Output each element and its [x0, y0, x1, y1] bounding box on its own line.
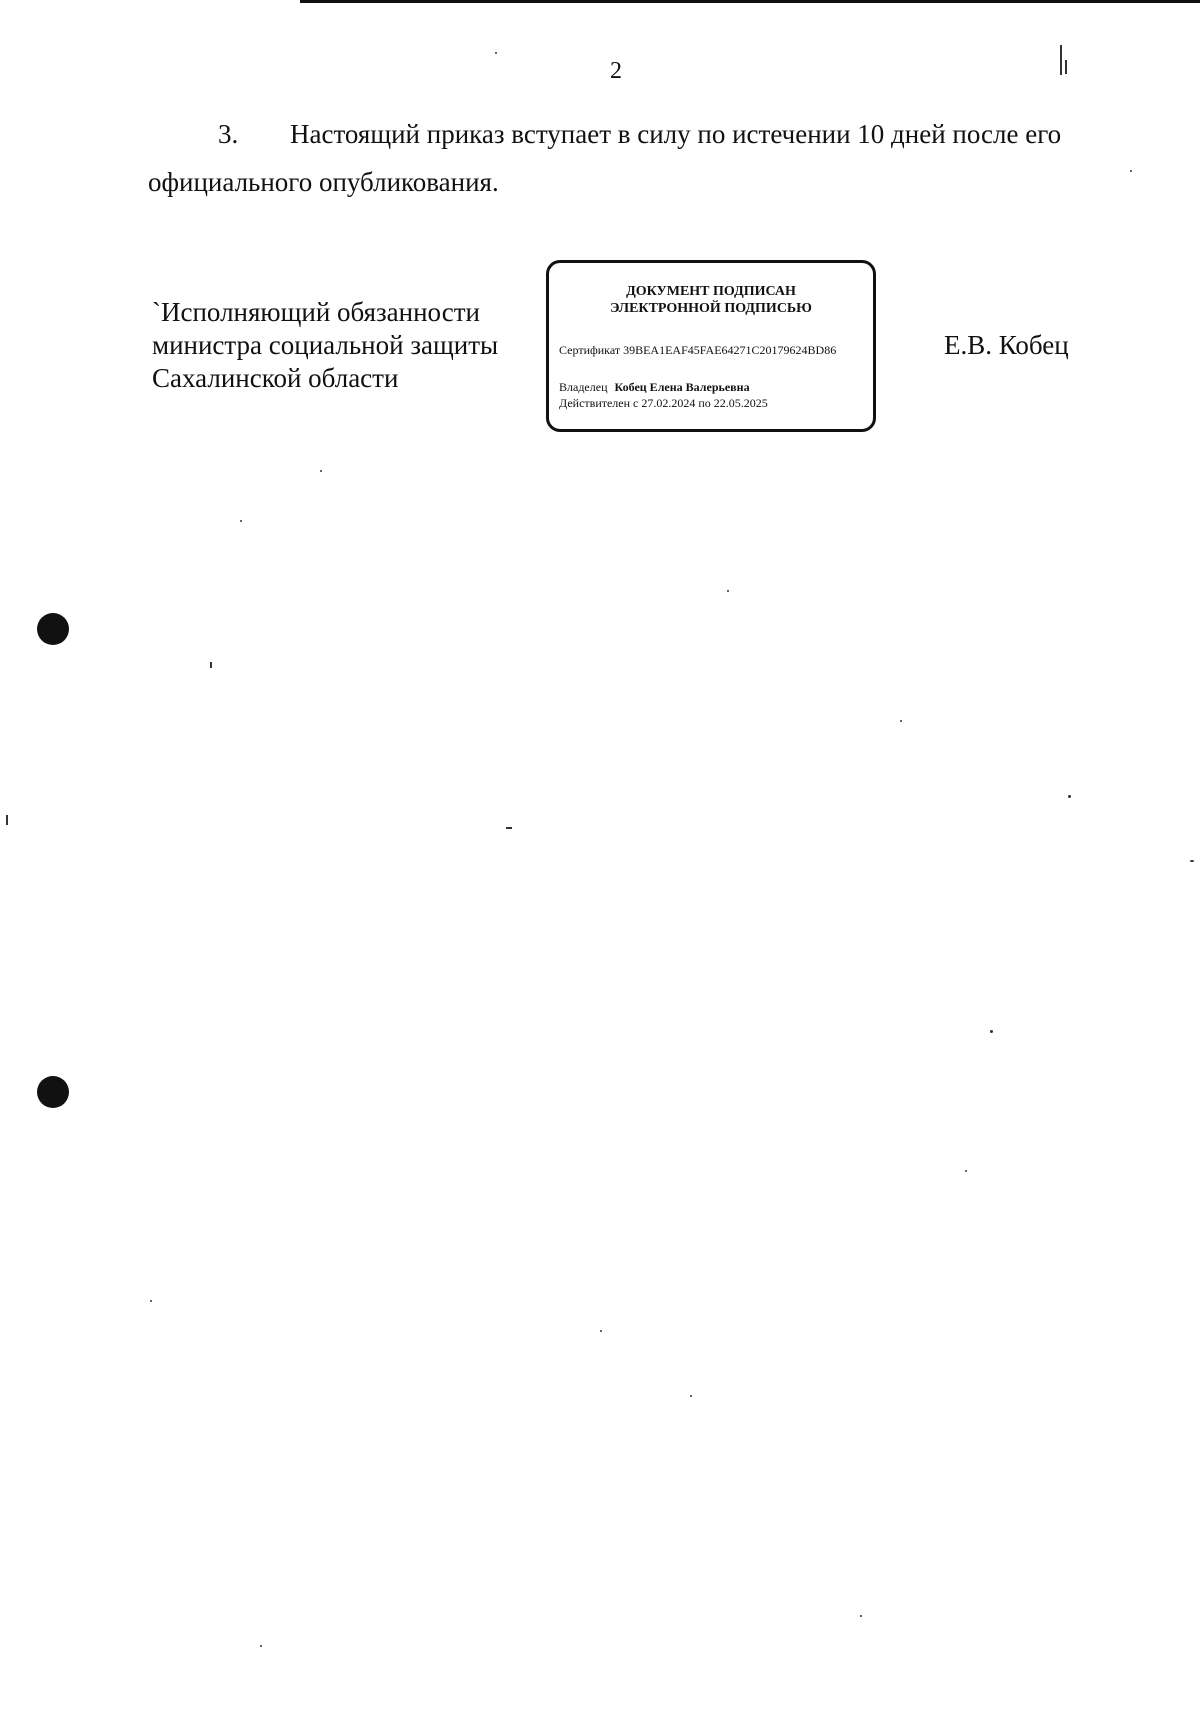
signature-name: Е.В. Кобец — [944, 330, 1069, 360]
signer-position — [152, 296, 498, 395]
certificate-label: Сертификат — [559, 343, 621, 357]
paragraph-number: 3. — [218, 119, 239, 149]
electronic-signature-stamp — [546, 260, 876, 432]
signer-line-2: министра социальной защиты — [152, 330, 499, 360]
stamp-title-line-2: ЭЛЕКТРОННОЙ ПОДПИСЬЮ — [610, 301, 812, 316]
signer-line-3: Сахалинской области — [152, 363, 399, 393]
stamp-validity: Действителен с 27.02.2024 по 22.05.2025 — [559, 396, 768, 410]
signer-line-1: `Исполняющий обязанности — [152, 297, 480, 327]
paragraph-line-2: официального опубликования. — [148, 167, 499, 197]
stamp-title-line-1: ДОКУМЕНТ ПОДПИСАН — [626, 284, 796, 299]
punch-hole — [37, 1076, 69, 1108]
paragraph-line-1: Настоящий приказ вступает в силу по истечении 10 дней после его — [290, 119, 1062, 149]
stamp-title — [549, 283, 873, 317]
punch-hole — [37, 613, 69, 645]
certificate-value: 39BEA1EAF45FAE64271C20179624BD86 — [623, 343, 837, 357]
owner-label: Владелец — [559, 380, 608, 394]
owner-value: Кобец Елена Валерьевна — [614, 380, 750, 394]
stamp-certificate — [559, 343, 836, 358]
top-border-line — [300, 0, 1200, 3]
page-number: 2 — [610, 58, 622, 84]
stamp-owner — [559, 380, 750, 395]
